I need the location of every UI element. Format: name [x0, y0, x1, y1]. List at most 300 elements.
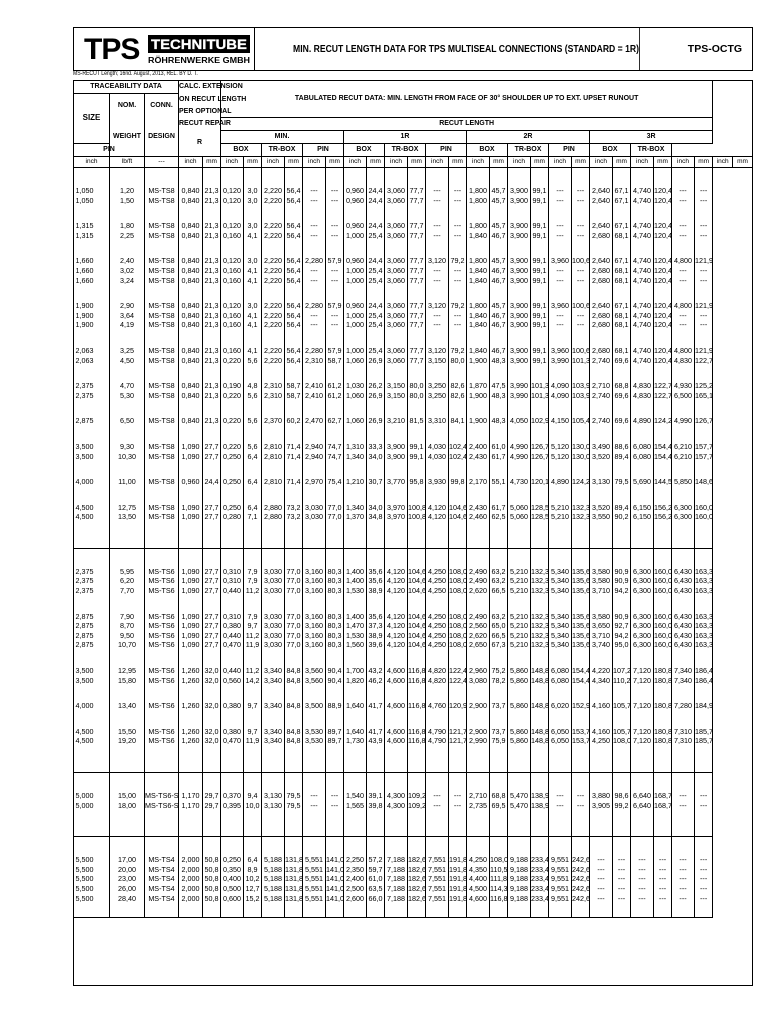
table-cell: 90,9 — [614, 566, 629, 576]
table-cell: 39,6 — [368, 640, 383, 650]
table-cell: 4,050 — [508, 416, 531, 426]
table-cell: 7,551 — [426, 865, 449, 875]
table-cell: 7,188 — [385, 894, 408, 904]
table-cell: --- — [695, 855, 713, 865]
table-cell: 1,840 — [467, 320, 490, 330]
table-cell: 3,130 — [590, 477, 613, 487]
table-cell: 5,210 — [508, 576, 531, 586]
table-cell: MS-TS8 — [145, 231, 179, 241]
table-cell: --- — [672, 894, 695, 904]
table-cell: 3,02 — [110, 266, 145, 276]
table-cell: 2,640 — [590, 256, 613, 266]
table-cell: 1,660 — [74, 256, 110, 266]
table-cell: 1,800 — [467, 221, 490, 231]
table-cell: 2,735 — [467, 801, 490, 811]
table-cell: 2,650 — [467, 640, 490, 650]
table-cell: 1,170 — [179, 801, 203, 811]
table-cell: 0,395 — [221, 801, 244, 811]
table-cell: 32,0 — [203, 676, 221, 686]
table-cell: 4,990 — [508, 442, 531, 452]
table-row — [74, 576, 753, 586]
table-cell: 191,8 — [449, 874, 468, 884]
table-cell: MS-TS6 — [145, 701, 179, 711]
table-cell: 154,4 — [572, 666, 591, 676]
table-cell: 3,900 — [508, 301, 531, 311]
table-cell: MS-TS8 — [145, 311, 179, 321]
table-cell: 2,170 — [467, 477, 490, 487]
table-cell: 104,6 — [449, 512, 468, 522]
table-cell: 2,280 — [303, 256, 326, 266]
table-cell: 3,0 — [244, 221, 262, 231]
table-cell: 99,1 — [532, 186, 547, 195]
table-cell: 5,210 — [508, 621, 531, 631]
table-cell: 3,030 — [262, 576, 285, 586]
svg-text:TECHNITUBE: TECHNITUBE — [151, 36, 247, 52]
table-cell: 84,8 — [286, 666, 301, 676]
table-cell: 1,540 — [344, 791, 367, 801]
table-cell: --- — [326, 276, 344, 286]
table-cell: 191,8 — [449, 864, 468, 874]
table-cell: 77,7 — [409, 301, 424, 311]
table-cell: 61,0 — [491, 441, 506, 451]
table-cell: 3,710 — [590, 586, 613, 596]
table-cell: 7,9 — [244, 612, 262, 622]
table-cell: 1,210 — [344, 477, 367, 487]
table-cell: 66,0 — [368, 893, 383, 903]
table-cell: 2,000 — [179, 865, 203, 875]
table-cell: 0,840 — [179, 231, 203, 241]
table-cell: 56,4 — [286, 320, 301, 330]
table-cell: 5,188 — [262, 855, 285, 865]
table-cell: --- — [326, 311, 344, 321]
table-cell: 5,500 — [74, 855, 110, 865]
table-cell: 57,9 — [327, 256, 342, 266]
table-cell: 138,9 — [531, 800, 550, 810]
table-cell: 1,565 — [344, 801, 367, 811]
table-cell: 2,250 — [344, 855, 367, 865]
table-cell: 0,220 — [221, 442, 244, 452]
table-cell: 4,340 — [590, 676, 613, 686]
table-cell: 104,6 — [408, 576, 427, 586]
table-cell: 4,790 — [426, 727, 449, 737]
table-cell: 2,490 — [467, 576, 490, 586]
table-cell: 163,3 — [695, 630, 714, 640]
table-cell: 108,0 — [449, 566, 468, 576]
table-row — [74, 640, 753, 650]
table-cell: 242,6 — [572, 864, 591, 874]
table-cell: 163,3 — [695, 586, 714, 596]
table-cell: 121,7 — [449, 736, 468, 746]
table-cell: 135,6 — [572, 611, 591, 621]
table-cell: 4,800 — [672, 346, 695, 356]
table-cell: --- — [549, 276, 572, 286]
table-cell: 2,880 — [262, 512, 285, 522]
table-cell: 18,00 — [110, 801, 145, 811]
table-cell: 163,3 — [695, 576, 714, 586]
unit-header: mm — [733, 157, 753, 168]
table-cell: --- — [672, 276, 695, 286]
unit-header: mm — [695, 157, 713, 168]
table-cell: 6,150 — [631, 503, 654, 513]
table-cell: 79,5 — [286, 791, 301, 800]
table-cell: 77,7 — [409, 186, 424, 195]
table-cell: 5,340 — [549, 631, 572, 641]
table-cell: 6,640 — [631, 801, 654, 811]
table-cell: 3,340 — [262, 701, 285, 711]
table-cell: 5,551 — [303, 874, 326, 884]
table-cell: 2,680 — [590, 311, 613, 321]
table-cell: 56,4 — [286, 195, 301, 205]
table-cell: 15,2 — [245, 893, 260, 903]
table-cell: 27,7 — [203, 612, 221, 622]
table-cell: 77,7 — [409, 345, 424, 355]
table-cell: 3,580 — [590, 576, 613, 586]
table-cell: 5,500 — [74, 865, 110, 875]
table-cell: 2,375 — [74, 567, 110, 577]
table-cell: --- — [695, 320, 713, 330]
table-cell: 8,9 — [244, 865, 262, 875]
table-cell: 6,300 — [631, 586, 654, 596]
table-cell: 10,70 — [110, 640, 145, 650]
table-cell: 5,6 — [244, 391, 262, 401]
table-cell: 68,1 — [614, 230, 629, 240]
table-cell: 9,7 — [244, 621, 262, 631]
table-cell: 124,2 — [572, 477, 591, 487]
table-cell: 56,4 — [286, 256, 301, 266]
table-cell: 1,260 — [179, 727, 203, 737]
table-cell: 56,4 — [286, 230, 301, 240]
table-cell: --- — [426, 320, 449, 330]
table-cell: 135,6 — [572, 576, 591, 586]
table-cell: 3,530 — [303, 727, 326, 737]
table-cell: 233,4 — [531, 883, 550, 893]
table-cell: 4,250 — [426, 640, 449, 650]
table-cell: 6,050 — [549, 736, 572, 746]
document-title: MIN. RECUT LENGTH DATA FOR TPS MULTISEAL CONNECTIONS (STANDARD = 1R) — [293, 28, 640, 70]
table-cell: 4,250 — [426, 567, 449, 577]
table-cell: 11,00 — [110, 477, 145, 487]
table-cell: 6,300 — [631, 640, 654, 650]
calc-extension-line3: PER OPTIONAL — [179, 106, 221, 118]
table-cell: --- — [631, 874, 654, 884]
table-cell: MS-TS6 — [145, 612, 179, 622]
table-cell: 0,400 — [221, 874, 244, 884]
table-cell: --- — [672, 884, 695, 894]
table-cell: 3,905 — [590, 801, 613, 811]
table-cell: 2,620 — [467, 631, 490, 641]
table-cell: 37,3 — [368, 621, 383, 631]
table-cell: 116,8 — [408, 726, 426, 736]
table-cell: 3,900 — [508, 231, 531, 241]
table-cell: --- — [695, 221, 713, 231]
table-cell: --- — [572, 231, 590, 241]
table-cell: 154,4 — [572, 675, 591, 685]
table-cell: 80,3 — [327, 640, 342, 650]
table-cell: 62,7 — [327, 416, 342, 426]
table-cell: 0,840 — [179, 416, 203, 426]
document-header — [73, 27, 753, 71]
table-cell: 5,340 — [549, 640, 572, 650]
table-cell: 1,090 — [179, 586, 203, 596]
unit-header: mm — [326, 157, 344, 168]
table-cell: 4,1 — [244, 266, 262, 276]
table-cell: 0,840 — [179, 221, 203, 231]
table-cell: 56,4 — [286, 355, 301, 365]
table-cell: 77,7 — [409, 275, 424, 285]
table-cell: 122,7 — [654, 381, 673, 391]
tps-technitube-logo-icon — [84, 32, 254, 66]
table-cell: 25,4 — [368, 345, 383, 355]
table-cell: 99,1 — [532, 195, 547, 205]
table-cell: --- — [326, 266, 344, 276]
table-cell: 56,4 — [286, 310, 301, 320]
table-cell: 84,8 — [286, 726, 301, 736]
table-row — [74, 231, 753, 241]
unit-header: inch — [549, 157, 572, 168]
table-cell: 2,990 — [467, 736, 490, 746]
table-cell: 9,188 — [508, 894, 531, 904]
table-cell: --- — [695, 266, 713, 276]
table-cell: 80,0 — [409, 381, 424, 391]
table-cell: 160,0 — [654, 621, 673, 631]
table-cell: --- — [631, 865, 654, 875]
unit-header: inch — [426, 157, 449, 168]
table-cell: 82,6 — [450, 381, 465, 391]
table-cell: 0,250 — [221, 503, 244, 513]
table-cell: --- — [303, 276, 326, 286]
table-cell: 56,4 — [286, 345, 301, 355]
table-cell: MS-TS8 — [145, 256, 179, 266]
table-cell: 74,7 — [327, 441, 342, 451]
table-cell: 4,740 — [631, 356, 654, 366]
table-cell: 26,9 — [368, 355, 383, 365]
table-cell: 102,4 — [449, 441, 468, 451]
table-cell: 80,0 — [409, 390, 424, 400]
table-cell: 50,8 — [203, 894, 221, 904]
table-cell: --- — [631, 855, 654, 865]
table-cell: 120,4 — [654, 275, 673, 285]
table-cell: 9,551 — [549, 884, 572, 894]
table-cell: 5,850 — [672, 477, 695, 487]
table-cell: 4,250 — [590, 736, 613, 746]
table-cell: 3,160 — [303, 612, 326, 622]
table-cell: 99,1 — [532, 355, 547, 365]
table-cell: 80,3 — [327, 566, 342, 576]
table-cell: 2,310 — [262, 391, 285, 401]
table-cell: 108,0 — [449, 630, 468, 640]
table-cell: 5,340 — [549, 567, 572, 577]
table-cell: 168,7 — [654, 800, 673, 810]
table-cell: 2,280 — [303, 346, 326, 356]
table-cell: --- — [449, 320, 467, 330]
table-cell: 20,00 — [110, 865, 145, 875]
table-cell: 120,1 — [531, 477, 550, 487]
table-cell: 5,210 — [549, 512, 572, 522]
table-cell: 6,300 — [672, 512, 695, 522]
table-cell: 4,730 — [508, 477, 531, 487]
table-cell: 132,3 — [531, 621, 550, 631]
sub-header: TR-BOX — [631, 144, 672, 157]
table-cell: 4,990 — [672, 416, 695, 426]
table-cell: 120,4 — [654, 320, 673, 330]
table-cell: --- — [549, 221, 572, 231]
table-cell: 3,130 — [262, 791, 285, 801]
table-cell: 3,030 — [262, 640, 285, 650]
table-cell: 104,6 — [408, 611, 427, 621]
unit-header: inch — [631, 157, 654, 168]
table-cell: 89,4 — [614, 451, 629, 461]
table-cell: 2,875 — [74, 621, 110, 631]
table-cell: 7,70 — [110, 586, 145, 596]
table-cell: 5,340 — [549, 586, 572, 596]
table-cell: 14,2 — [245, 675, 260, 685]
table-cell: 3,24 — [110, 276, 145, 286]
table-row — [74, 416, 753, 426]
table-cell: 3,120 — [426, 301, 449, 311]
table-cell: 5,188 — [262, 874, 285, 884]
table-row — [74, 301, 753, 311]
table-cell: 2,740 — [590, 391, 613, 401]
table-cell: 27,7 — [203, 640, 221, 650]
connection-design-line2: DESIGN — [145, 118, 179, 157]
traceability-header: TRACEABILITY DATA — [74, 81, 179, 94]
table-cell: 27,7 — [203, 631, 221, 641]
table-cell: 7,9 — [244, 567, 262, 577]
table-cell: 2,220 — [262, 311, 285, 321]
table-cell: 57,9 — [327, 301, 342, 311]
table-cell: 121,9 — [695, 301, 714, 311]
table-cell: --- — [549, 801, 572, 811]
table-cell: 3,520 — [590, 452, 613, 462]
table-cell: 4,50 — [110, 356, 145, 366]
table-cell: 3,160 — [303, 640, 326, 650]
table-cell: 104,6 — [408, 566, 427, 576]
table-cell: 2,875 — [74, 631, 110, 641]
table-cell: 2,375 — [74, 381, 110, 391]
table-cell: 71,4 — [286, 441, 301, 451]
table-cell: 2,375 — [74, 586, 110, 596]
table-cell: --- — [572, 311, 590, 321]
table-cell: 3,960 — [549, 256, 572, 266]
table-cell: --- — [672, 855, 695, 865]
table-cell: 77,7 — [409, 355, 424, 365]
table-cell: 6,4 — [244, 477, 262, 487]
table-cell: 114,3 — [490, 883, 508, 893]
table-cell: 33,3 — [368, 441, 383, 451]
table-cell: 7,340 — [672, 666, 695, 676]
table-cell: --- — [695, 311, 713, 321]
table-cell: 2,220 — [262, 256, 285, 266]
table-cell: 132,3 — [531, 611, 550, 621]
table-cell: 5,6 — [244, 356, 262, 366]
table-cell: 6,300 — [631, 576, 654, 586]
table-cell: 1,090 — [179, 512, 203, 522]
table-cell: 103,9 — [572, 390, 591, 400]
table-cell: 21,3 — [203, 276, 221, 286]
table-cell: 50,8 — [203, 874, 221, 884]
group-header: MIN. — [221, 131, 344, 144]
table-cell: 75,4 — [327, 477, 342, 487]
table-cell: 163,3 — [695, 621, 714, 631]
table-cell: 1,640 — [344, 727, 367, 737]
table-cell: 0,310 — [221, 576, 244, 586]
table-cell: 4,120 — [385, 567, 408, 577]
table-cell: 1,900 — [74, 301, 110, 311]
table-cell: MS-TS4 — [145, 894, 179, 904]
table-cell: 141,0 — [326, 855, 345, 865]
table-cell: 2,490 — [467, 612, 490, 622]
table-cell: --- — [654, 884, 672, 894]
table-cell: 6,300 — [631, 612, 654, 622]
table-cell: 1,800 — [467, 256, 490, 266]
table-cell: --- — [303, 221, 326, 231]
table-cell: 4,830 — [631, 391, 654, 401]
table-cell: 0,160 — [221, 231, 244, 241]
table-cell: 1,900 — [467, 391, 490, 401]
table-cell: 0,220 — [221, 391, 244, 401]
table-cell: 15,50 — [110, 727, 145, 737]
table-cell: 34,8 — [368, 512, 383, 522]
table-cell: 79,2 — [450, 345, 465, 355]
table-cell: 7,120 — [631, 701, 654, 711]
table-cell: 109,2 — [408, 800, 427, 810]
table-cell: 2,940 — [303, 442, 326, 452]
table-cell: 4,600 — [385, 727, 408, 737]
table-cell: --- — [590, 884, 613, 894]
table-cell: 27,7 — [203, 512, 221, 522]
table-cell: 131,8 — [285, 874, 304, 884]
table-cell: 67,1 — [614, 195, 629, 205]
table-row — [74, 865, 753, 875]
table-cell: 7,188 — [385, 855, 408, 865]
table-cell: 3,900 — [508, 266, 531, 276]
table-cell: 2,710 — [467, 791, 490, 801]
unit-header: inch — [385, 157, 408, 168]
table-cell: --- — [672, 874, 695, 884]
table-cell: 3,900 — [508, 346, 531, 356]
table-cell: 3,060 — [385, 276, 408, 286]
table-cell: 130,0 — [572, 451, 591, 461]
table-cell: 3,500 — [74, 666, 110, 676]
table-cell: 2,640 — [590, 221, 613, 231]
table-cell: 120,4 — [654, 355, 673, 365]
table-cell: 3,900 — [508, 186, 531, 196]
table-cell: --- — [426, 791, 449, 801]
table-cell: 10,30 — [110, 452, 145, 462]
table-cell: 0,840 — [179, 391, 203, 401]
table-cell: --- — [449, 231, 467, 241]
table-cell: --- — [303, 196, 326, 206]
table-cell: 0,250 — [221, 855, 244, 865]
table-cell: 0,160 — [221, 276, 244, 286]
table-cell: 3,550 — [590, 512, 613, 522]
table-cell: 99,1 — [532, 301, 547, 311]
table-cell: --- — [303, 791, 326, 801]
table-cell: 69,6 — [614, 355, 629, 365]
table-cell: --- — [672, 186, 695, 196]
table-cell: --- — [672, 865, 695, 875]
table-row — [74, 442, 753, 452]
table-cell: 3,310 — [426, 416, 449, 426]
table-cell: 35,6 — [368, 576, 383, 586]
table-cell: MS-TS4 — [145, 874, 179, 884]
table-cell: --- — [695, 231, 713, 241]
svg-text:RÖHRENWERKE GMBH: RÖHRENWERKE GMBH — [148, 56, 251, 65]
unit-header: inch — [262, 157, 285, 168]
table-cell: 89,7 — [327, 736, 342, 746]
table-cell: 5,210 — [508, 640, 531, 650]
table-cell: 124,2 — [654, 416, 673, 426]
